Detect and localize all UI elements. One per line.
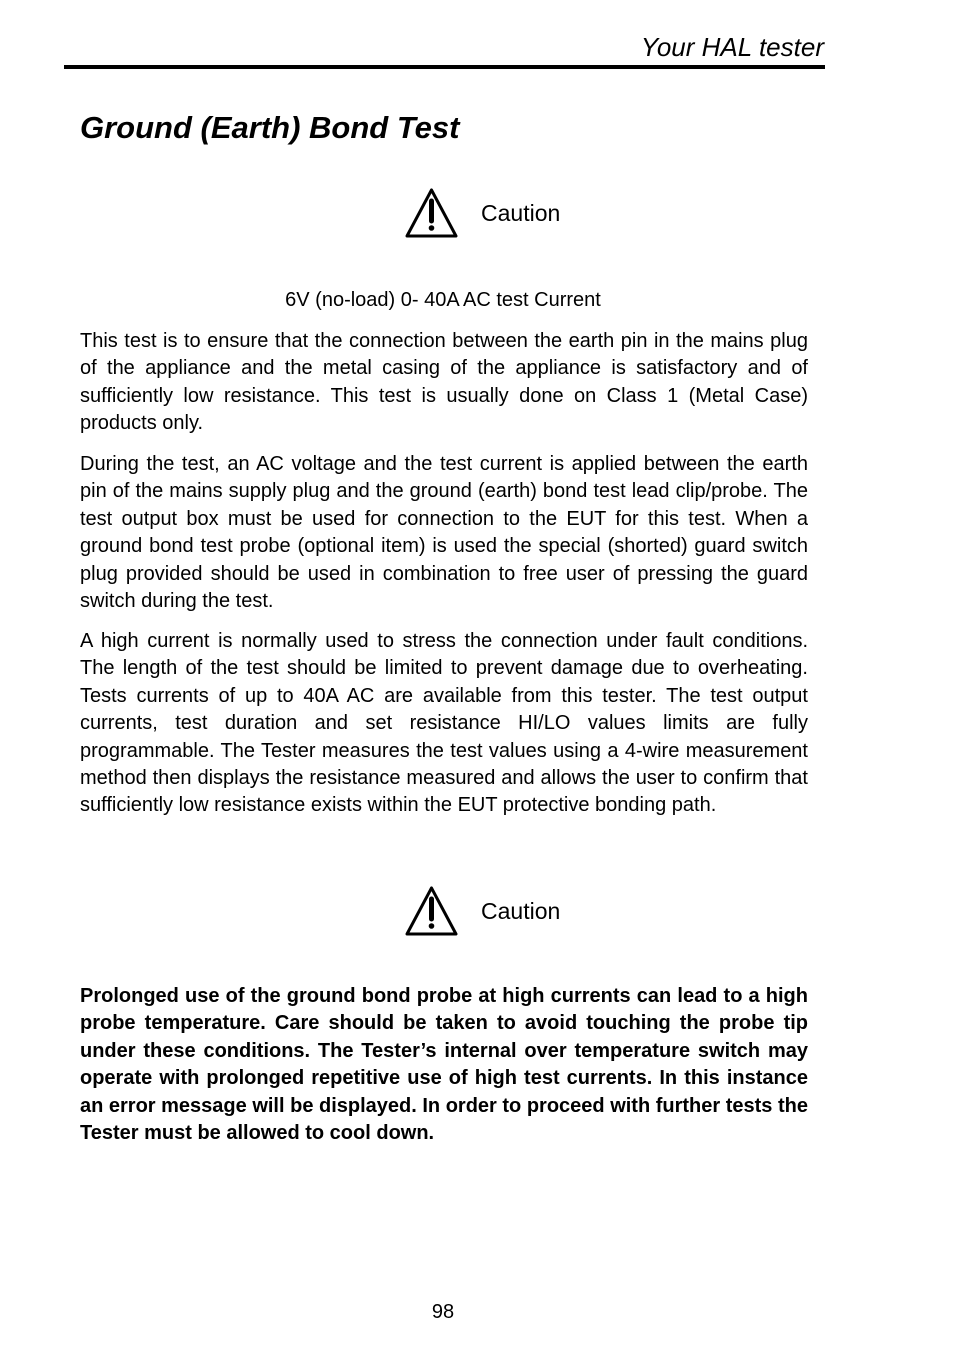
page-title: Ground (Earth) Bond Test	[80, 110, 460, 145]
paragraph-high-current: A high current is normally used to stress the connection under fault conditions. The length of the test should be limited to prevent damage due to overheating. Tests currents of up to 40A AC are available from this tester. The test output currents, test duration and set resistance HI/LO values limits are fully programmable. The Tester measures the test values using a 4-wire measurement method then displays the resistance measured and allows the user to confirm that sufficiently low resistance exists within the EUT protective bonding path.	[80, 630, 808, 817]
caution-label: Caution	[481, 898, 561, 924]
header-rule	[64, 65, 825, 69]
running-header: Your HAL tester	[640, 32, 824, 62]
paragraph-procedure: During the test, an AC voltage and the test current is applied between the earth pin of the mains supply plug and the ground (earth) bond test lead clip/probe. The test output box must be used for connection to the EUT for this test. When a ground bond test probe (optional item) is used the special (shorted) guard switch plug provided should be used in combination to free user of pressing the guard switch during the test.	[80, 453, 808, 613]
caution-block	[404, 185, 560, 241]
page-number: 98	[431, 1301, 455, 1323]
warning-paragraph: Prolonged use of the ground bond probe at high currents can lead to a high probe temperature. Care should be taken to avoid touching the probe tip under these conditions. The Tester’s internal over temperature switch may operate with prolonged repetitive use of high test currents. In this instance an error message will be displayed. In order to proceed with further tests the Tester must be allowed to cool down.	[80, 985, 808, 1145]
warning-triangle-icon	[404, 885, 459, 937]
paragraph-purpose: This test is to ensure that the connection between the earth pin in the mains plug of the appliance and the metal casing of the appliance is satisfactory and of sufficiently low resistance. This test is usually done on Class 1 (Metal Case) products only.	[80, 330, 808, 435]
warning-triangle-icon	[404, 187, 459, 239]
test-current-subheading: 6V (no-load) 0- 40A AC test Current	[285, 289, 601, 311]
caution-label: Caution	[481, 200, 561, 226]
caution-block	[404, 883, 560, 939]
